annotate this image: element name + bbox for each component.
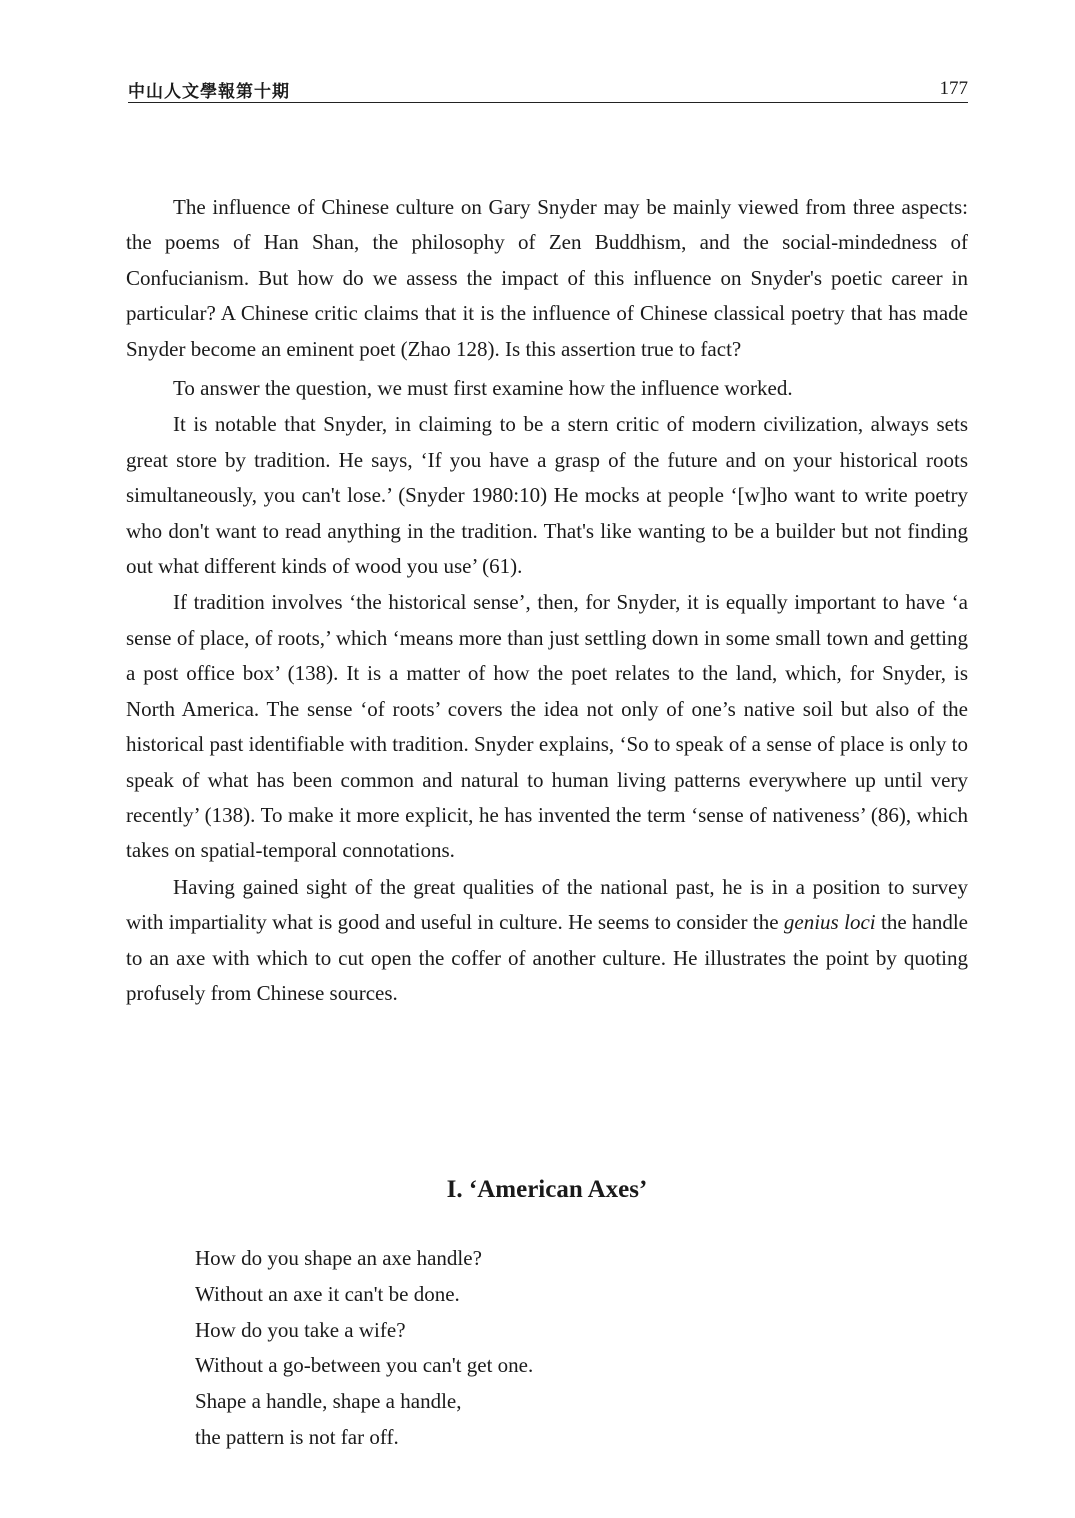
- journal-name: 中山人文學報第十期: [128, 82, 290, 102]
- paragraph-5-text-a: Having gained sight of the great qualities of the national past, he is in a position to survey with impartiality what is good and useful in culture. He seems to consider the: [126, 874, 968, 935]
- running-header: [128, 76, 968, 103]
- poem-line: Without an axe it can't be done.: [195, 1281, 460, 1306]
- paragraph-3: It is notable that Snyder, in claiming to be a stern critic of modern civilization, always sets great store by tradition. He says, ‘If you have a grasp of the future and on your historical roots simultaneously, you can't lose.’ (Snyder 1980:10) He mocks at people ‘[w]ho want to write poetry who don't want to read anything in the tradition. That's like wanting to be a builder but not finding out what different kinds of wood you use’ (61).: [126, 412, 968, 579]
- paragraph-1: The influence of Chinese culture on Gary Snyder may be mainly viewed from three aspects: the poems of Han Shan, the philosophy of Zen Buddhism, and the social-mindedness of Confucianism. But how do we assess the impact of this influence on Snyder's poetic career in particular? A Chinese critic claims that it is the influence of Chinese classical poetry that has made Snyder become an eminent poet (Zhao 128). Is this assertion true to fact?: [126, 195, 968, 361]
- paragraph-5: [126, 870, 968, 1012]
- poem-line: Without a go-between you can't get one.: [195, 1353, 534, 1378]
- poem-line: the pattern is not far off.: [195, 1424, 399, 1449]
- poem-line: How do you shape an axe handle?: [195, 1246, 482, 1270]
- section-heading: I. ‘American Axes’: [446, 1176, 648, 1203]
- page-number: 177: [939, 78, 968, 99]
- paragraph-2: To answer the question, we must first examine how the influence worked.: [173, 376, 793, 401]
- italic-term: genius loci: [783, 910, 876, 935]
- paragraph-5-text-b: the handle to an axe with which to cut open the coffer of another culture. He illustrates the point by quoting profusely from Chinese sources.: [126, 910, 968, 1005]
- poem-line: How do you take a wife?: [195, 1317, 406, 1342]
- poem-line: Shape a handle, shape a handle,: [195, 1389, 462, 1414]
- body-text: [126, 190, 968, 1011]
- poem: [195, 1241, 533, 1456]
- paragraph-4: If tradition involves ‘the historical sense’, then, for Snyder, it is equally important to have ‘a sense of place, of roots,’ which ‘means more than just settling down in some small town and getting a post office box’ (138). It is a matter of how the poet relates to the land, which, for Snyder, is North America. The sense ‘of roots’ covers the idea not only of one’s native soil but also of the historical past identifiable with tradition. Snyder explains, ‘So to speak of a sense of place is only to speak of what has been common and natural to human living patterns everywhere up until very recently’ (138). To make it more explicit, he has invented the term ‘sense of nativeness’ (86), which takes on spatial-temporal connotations.: [126, 590, 968, 863]
